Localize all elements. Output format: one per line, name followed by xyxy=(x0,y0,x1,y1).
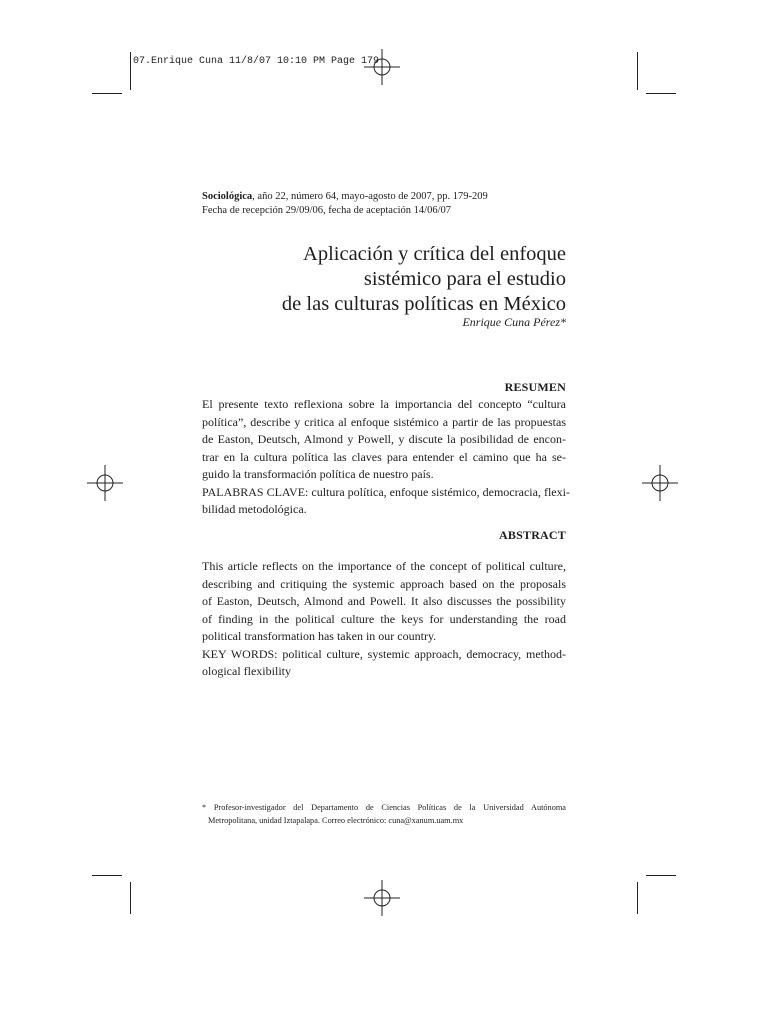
footnote-line: * Profesor-investigador del Departamento de Ciencias Políticas de la Universidad Autónoma xyxy=(202,803,566,812)
crop-mark-bottom-left-vertical xyxy=(130,882,131,914)
resumen-line: guido la transformación política de nuestro país. xyxy=(202,467,434,481)
abstract-line: of Easton, Deutsch, Almond and Powell. It also discusses the possibility xyxy=(202,594,566,608)
title-line: de las culturas políticas en México xyxy=(281,293,566,315)
crop-mark-top-left-vertical xyxy=(130,52,131,90)
author-footnote xyxy=(202,801,566,827)
resumen-body xyxy=(202,396,570,519)
abstract-line: This article reflects on the importance of the concept of political culture, xyxy=(202,559,566,573)
abstract-body xyxy=(202,558,566,681)
crop-mark-bottom-right-vertical xyxy=(637,882,638,914)
key-words-line: KEY WORDS: political culture, systemic approach, democracy, method- xyxy=(202,646,566,661)
crop-mark-top-right-vertical xyxy=(637,52,638,90)
abstract-line: describing and critiquing the systemic approach based on the proposals xyxy=(202,576,566,591)
resumen-line: trar en la cultura política las claves para entender el camino que ha se- xyxy=(202,449,566,464)
footnote-line: Metropolitana, unidad Iztapalapa. Correo electrónico: cuna@xanum.uam.mx xyxy=(208,816,464,825)
resumen-line: política”, describe y critica al enfoque sistémico a partir de las propuestas xyxy=(202,414,566,429)
title-line: Aplicación y crítica del enfoque xyxy=(303,243,566,265)
issue-details: , año 22, número 64, mayo-agosto de 2007, pp. 179-209 xyxy=(252,191,488,202)
abstract-heading: ABSTRACT xyxy=(499,528,566,542)
registration-mark-bottom-icon xyxy=(364,880,400,916)
abstract-line: political transformation has taken in our country. xyxy=(202,629,437,643)
registration-mark-right-icon xyxy=(642,465,678,501)
printer-slug: 07.Enrique Cuna 11/8/07 10:10 PM Page 179 xyxy=(133,56,380,67)
issue-line xyxy=(202,190,572,204)
crop-mark-bottom-right-horizontal xyxy=(646,875,676,876)
author-name: Enrique Cuna Pérez* xyxy=(462,315,566,329)
palabras-clave-line: PALABRAS CLAVE: cultura política, enfoque sistémico, democracia, flexi- xyxy=(202,484,570,499)
journal-citation xyxy=(202,190,572,218)
crop-mark-top-left-horizontal xyxy=(92,93,122,94)
registration-mark-top-icon xyxy=(364,49,400,85)
resumen-line: de Easton, Deutsch, Almond y Powell, y discute la posibilidad de encon- xyxy=(202,432,566,446)
registration-mark-left-icon xyxy=(87,465,123,501)
dates-line: Fecha de recepción 29/09/06, fecha de aceptación 14/06/07 xyxy=(202,205,451,216)
palabras-clave-line: bilidad metodológica. xyxy=(202,502,307,516)
crop-mark-top-right-horizontal xyxy=(646,93,676,94)
resumen-line: El presente texto reflexiona sobre la importancia del concepto “cultura xyxy=(202,397,566,411)
abstract-line: of finding in the political culture the keys for understanding the road xyxy=(202,611,566,626)
title-line: sistémico para el estudio xyxy=(363,268,566,290)
resumen-heading: RESUMEN xyxy=(504,380,566,394)
article-title xyxy=(202,242,566,317)
journal-name: Sociológica xyxy=(202,191,253,202)
key-words-line: ological flexibility xyxy=(202,664,291,678)
crop-mark-bottom-left-horizontal xyxy=(92,875,122,876)
